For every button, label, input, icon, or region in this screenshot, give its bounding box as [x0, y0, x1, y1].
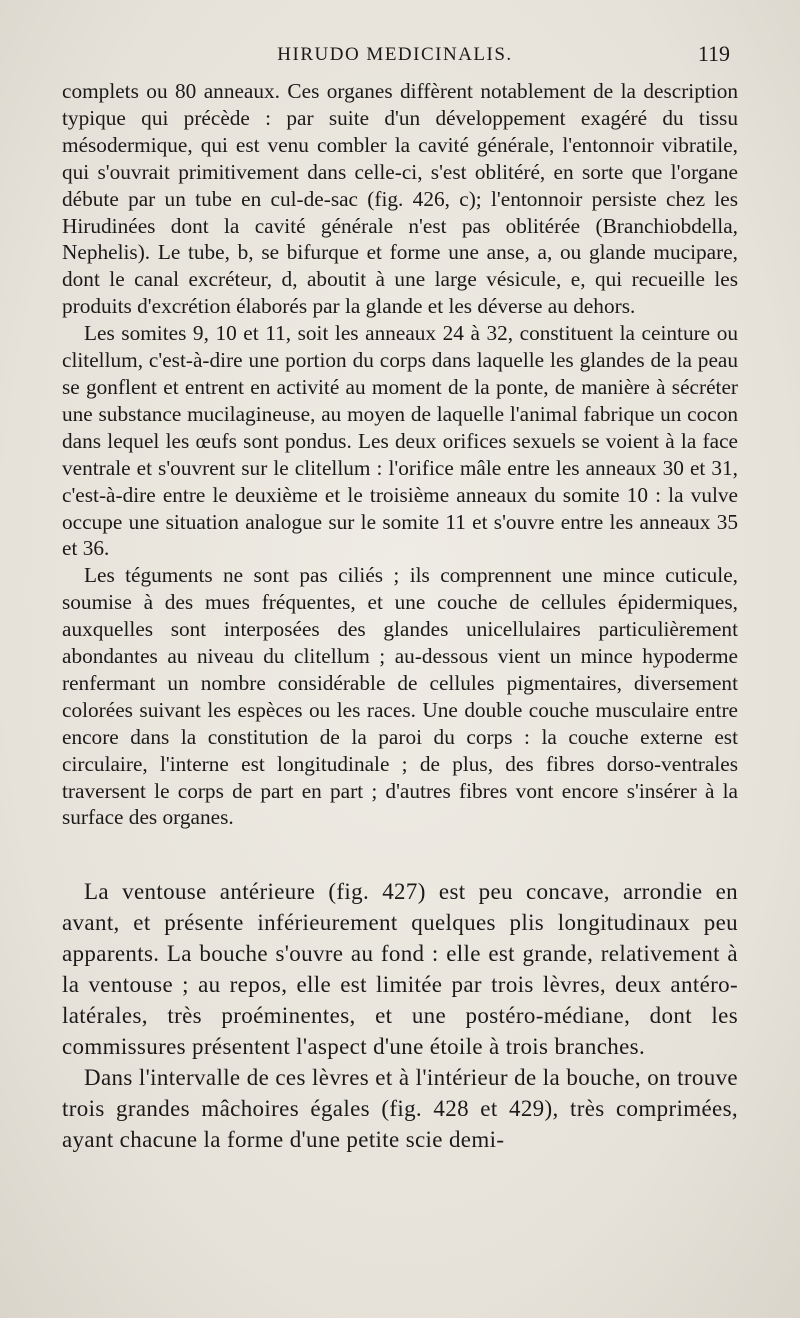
section-small-type: [62, 78, 738, 831]
paragraph-teguments: Les téguments ne sont pas ciliés ; ils comprennent une mince cuticule, soumise à des mues fréquentes, et une couche de cellules épidermiques, auxquelles sont interposées des glandes unicellulaires particulièrement abondantes au niveau du clitellum ; au-dessous vient un mince hypoderme renfermant un nombre considérable de cellules pigmentaires, diversement colorées suivant les espèces ou les races. Une double couche musculaire entre encore dans la constitution de la paroi du corps : la couche externe est circulaire, l'interne est longitudinale ; de plus, des fibres dorso-ventrales traversent le corps de part en part ; d'autres fibres vont encore s'insérer à la surface des organes.: [62, 563, 738, 830]
paragraph-ventouse: La ventouse antérieure (fig. 427) est peu concave, arrondie en avant, et présente inférieurement quelques plis longitudinaux peu apparents. La bouche s'ouvre au fond : elle est grande, relativement à la ventouse ; au repos, elle est limitée par trois lèvres, deux antéro-latérales, très proéminentes, et une postéro-médiane, dont les commissures présentent l'aspect d'une étoile à trois branches.: [62, 879, 738, 1060]
paragraph-clitellum: Les somites 9, 10 et 11, soit les anneaux 24 à 32, constituent la ceinture ou clitellum, c'est-à-dire une portion du corps dans laquelle les glandes de la peau se gonflent et entrent en activité au moment de la ponte, de manière à sécréter une substance mucilagineuse, au moyen de laquelle l'animal fabrique un cocon dans lequel les œufs sont pondus. Les deux orifices sexuels se voient à la face ventrale et s'ouvrent sur le clitellum : l'orifice mâle entre les anneaux 30 et 31, c'est-à-dire entre le deuxième et le troisième anneaux du somite 10 : la vulve occupe une situation analogue sur le somite 11 et s'ouvre entre les anneaux 35 et 36.: [62, 321, 738, 561]
running-head-title: HIRUDO MEDICINALIS.: [277, 44, 513, 65]
running-head: [60, 41, 730, 74]
page-body: [62, 78, 738, 1155]
section-large-type: [62, 876, 738, 1155]
page-number: 119: [697, 41, 730, 66]
paragraph-excretory-organs: complets ou 80 anneaux. Ces organes diffèrent notablement de la description typique qui précède : par suite d'un développement exagéré du tissu mésodermique, qui est venu combler la cavité générale, l'entonnoir vibratile, qui s'ouvrait primitivement dans celle-ci, s'est oblitéré, en sorte que l'organe débute par un tube en cul-de-sac (fig. 426, c); l'entonnoir persiste chez les Hirudinées dont la cavité générale n'est pas oblitérée (Branchiobdella, Nephelis). Le tube, b, se bifurque et forme une anse, a, ou glande mucipare, dont le canal excréteur, d, aboutit à une large vésicule, e, qui recueille les produits d'excrétion élaborés par la glande et les déverse au dehors.: [62, 79, 738, 319]
paragraph-machoires: Dans l'intervalle de ces lèvres et à l'intérieur de la bouche, on trouve trois grandes mâchoires égales (fig. 428 et 429), très comprimées, ayant chacune la forme d'une petite scie demi-: [62, 1065, 738, 1153]
section-gap: [62, 831, 738, 876]
